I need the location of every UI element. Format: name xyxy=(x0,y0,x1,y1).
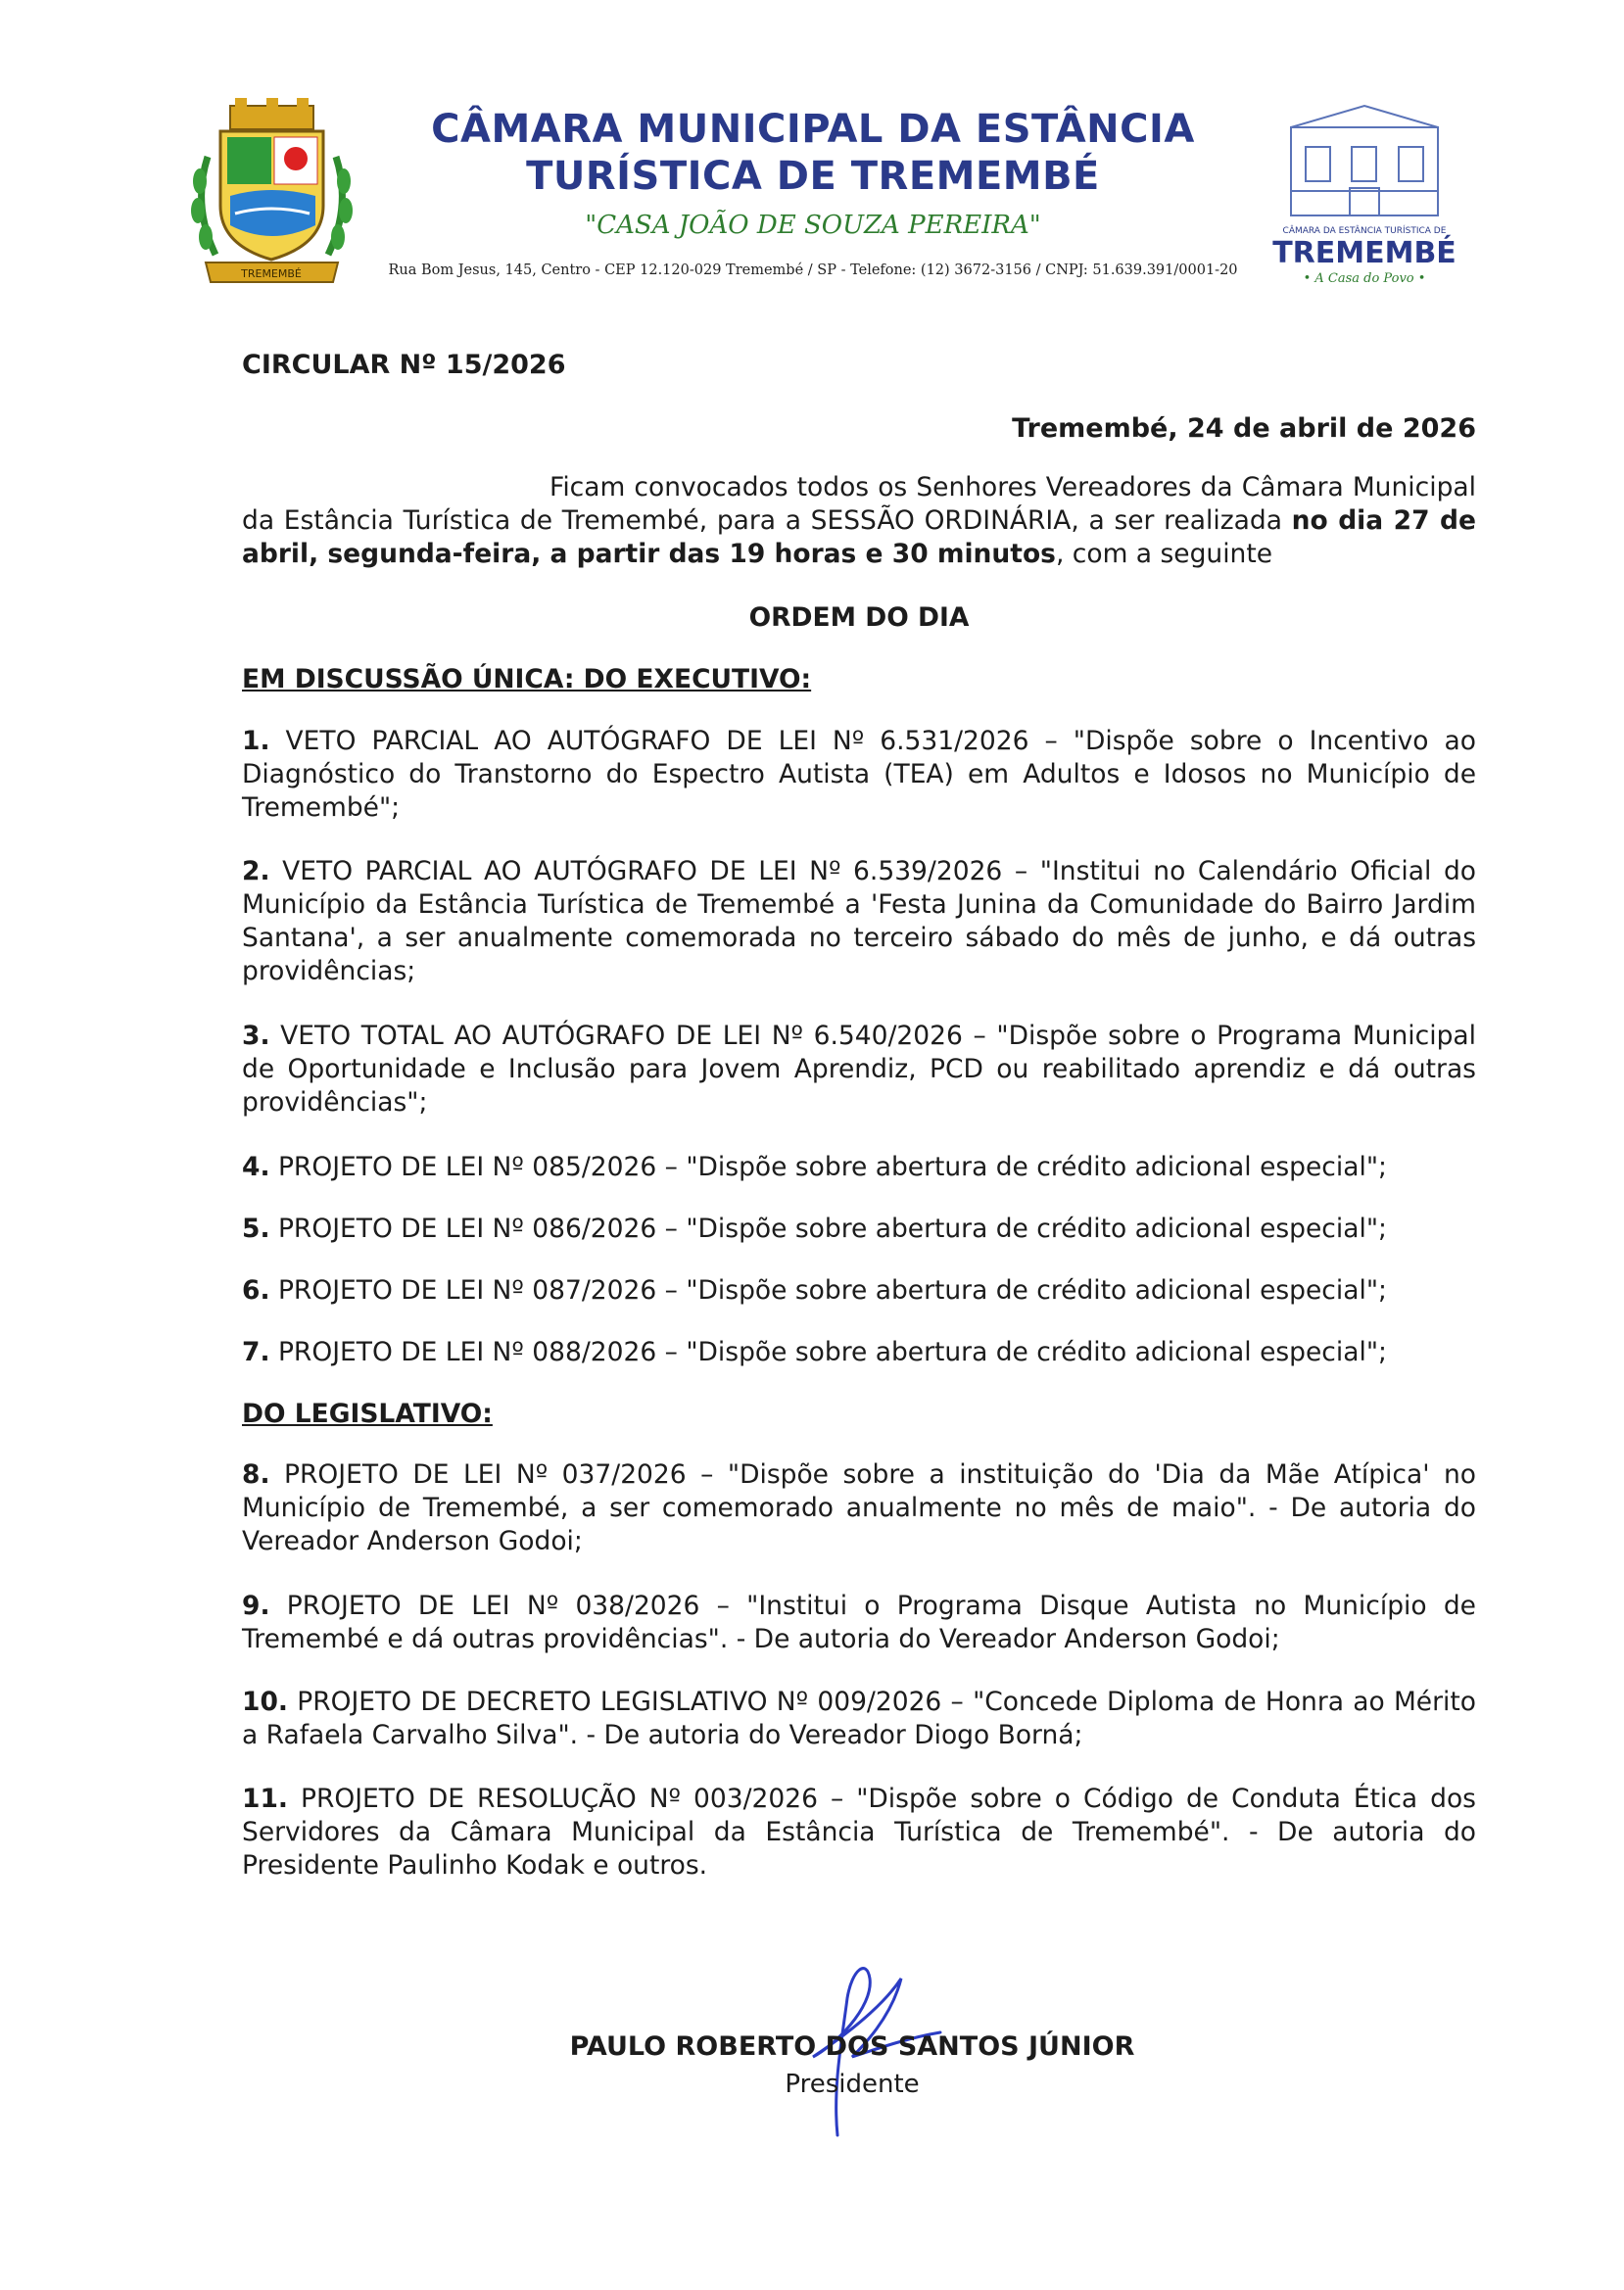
item-number: 10. xyxy=(242,1687,288,1717)
municipal-coat-of-arms xyxy=(186,98,358,289)
seal-motto: • A Casa do Povo • xyxy=(1303,271,1426,286)
item-text: VETO PARCIAL AO AUTÓGRAFO DE LEI Nº 6.539/2026 – "Institui no Calendário Oficial do Município da Estância Turística de Tremembé a 'Festa Junina da Comunidade do Bairro Jardim Santana', a ser anualmente comemorada no terceiro sábado do mês de junho, e dá outras providências; xyxy=(242,856,1476,986)
agenda-item xyxy=(242,1783,1476,1883)
address-line: Rua Bom Jesus, 145, Centro - CEP 12.120-029 Tremembé / SP - Telefone: (12) 3672-3156 / CNPJ: 51.639.391/0001-20 xyxy=(388,262,1238,278)
document-date: Tremembé, 24 de abril de 2026 xyxy=(1012,413,1476,444)
item-number: 9. xyxy=(242,1591,270,1621)
agenda-item xyxy=(242,1458,1476,1558)
laurel-left xyxy=(191,157,215,255)
item-number: 11. xyxy=(242,1784,288,1814)
item-number: 8. xyxy=(242,1459,270,1490)
agenda-item xyxy=(242,1336,1476,1369)
laurel-right xyxy=(328,157,353,255)
item-number: 2. xyxy=(242,856,270,886)
agenda-item xyxy=(242,1590,1476,1656)
intro-ending: , com a seguinte xyxy=(1055,539,1273,569)
seal-name: TREMEMBÉ xyxy=(1272,236,1457,270)
item-number: 3. xyxy=(242,1021,270,1051)
item-text: PROJETO DE DECRETO LEGISLATIVO Nº 009/2026 – "Concede Diploma de Honra ao Mérito a Rafaela Carvalho Silva". - De autoria do Vereador Diogo Borná; xyxy=(242,1687,1476,1750)
building-sketch-icon xyxy=(1291,106,1438,215)
session-datetime: no dia 27 de abril, segunda-feira, a partir das 19 horas e 30 minutos xyxy=(242,505,1476,569)
intro-text: Ficam convocados todos os Senhores Vereadores da Câmara Municipal da Estância Turística de Tremembé, para a SESSÃO ORDINÁRIA, a ser realizada xyxy=(242,472,1476,536)
signer-role: Presidente xyxy=(785,2070,920,2099)
agenda-item xyxy=(242,1151,1476,1184)
item-number: 6. xyxy=(242,1275,270,1306)
section-legislative: DO LEGISLATIVO: xyxy=(242,1399,493,1429)
agenda-item xyxy=(242,855,1476,988)
item-text: PROJETO DE LEI Nº 088/2026 – "Dispõe sobre abertura de crédito adicional especial"; xyxy=(277,1337,1387,1367)
item-number: 7. xyxy=(242,1337,270,1367)
item-number: 1. xyxy=(242,726,270,756)
agenda-item xyxy=(242,1213,1476,1246)
crest-text: TREMEMBÉ xyxy=(241,267,302,280)
seal-caption: CÂMARA DA ESTÂNCIA TURÍSTICA DE xyxy=(1282,226,1447,236)
agenda-item xyxy=(242,725,1476,825)
item-text: PROJETO DE LEI Nº 038/2026 – "Institui o Programa Disque Autista no Município de Tremembé e dá outras providências". - De autoria do Vereador Anderson Godoi; xyxy=(242,1591,1476,1654)
agenda-item xyxy=(242,1274,1476,1308)
agenda-item xyxy=(242,1686,1476,1752)
item-text: PROJETO DE LEI Nº 087/2026 – "Dispõe sobre abertura de crédito adicional especial"; xyxy=(277,1275,1387,1306)
item-text: PROJETO DE LEI Nº 086/2026 – "Dispõe sobre abertura de crédito adicional especial"; xyxy=(277,1214,1387,1244)
house-name: "CASA JOÃO DE SOUZA PEREIRA" xyxy=(585,211,1041,240)
agenda-title: ORDEM DO DIA xyxy=(748,602,970,633)
chamber-title-line1: CÂMARA MUNICIPAL DA ESTÂNCIA xyxy=(431,107,1195,152)
signer-name: PAULO ROBERTO DOS SANTOS JÚNIOR xyxy=(569,2031,1135,2062)
item-number: 4. xyxy=(242,1152,270,1182)
item-number: 5. xyxy=(242,1214,270,1244)
circular-number: CIRCULAR Nº 15/2026 xyxy=(242,350,566,380)
item-text: VETO TOTAL AO AUTÓGRAFO DE LEI Nº 6.540/2026 – "Dispõe sobre o Programa Municipal de Oportunidade e Inclusão para Jovem Aprendiz, PCD ou reabilitado aprendiz e dá outras providências"; xyxy=(242,1021,1476,1118)
section-executive: EM DISCUSSÃO ÚNICA: DO EXECUTIVO: xyxy=(242,664,812,694)
chamber-title xyxy=(372,106,1254,200)
agenda-item xyxy=(242,1020,1476,1120)
item-text: VETO PARCIAL AO AUTÓGRAFO DE LEI Nº 6.531/2026 – "Dispõe sobre o Incentivo ao Diagnóstico do Transtorno do Espectro Autista (TEA) em Adultos e Idosos no Município de Tremembé"; xyxy=(242,726,1476,823)
item-text: PROJETO DE LEI Nº 085/2026 – "Dispõe sobre abertura de crédito adicional especial"; xyxy=(277,1152,1387,1182)
chamber-building-seal xyxy=(1271,98,1457,289)
item-text: PROJETO DE RESOLUÇÃO Nº 003/2026 – "Dispõe sobre o Código de Conduta Ética dos Servidores da Câmara Municipal da Estância Turística de Tremembé". - De autoria do Presidente Paulinho Kodak e outros. xyxy=(242,1784,1476,1881)
convocation-paragraph xyxy=(242,471,1476,571)
item-text: PROJETO DE LEI Nº 037/2026 – "Dispõe sobre a instituição do 'Dia da Mãe Atípica' no Município de Tremembé, a ser comemorado anualmente no mês de maio". - De autoria do Vereador Anderson Godoi; xyxy=(242,1459,1476,1556)
chamber-title-line2: TURÍSTICA DE TREMEMBÉ xyxy=(526,154,1100,199)
